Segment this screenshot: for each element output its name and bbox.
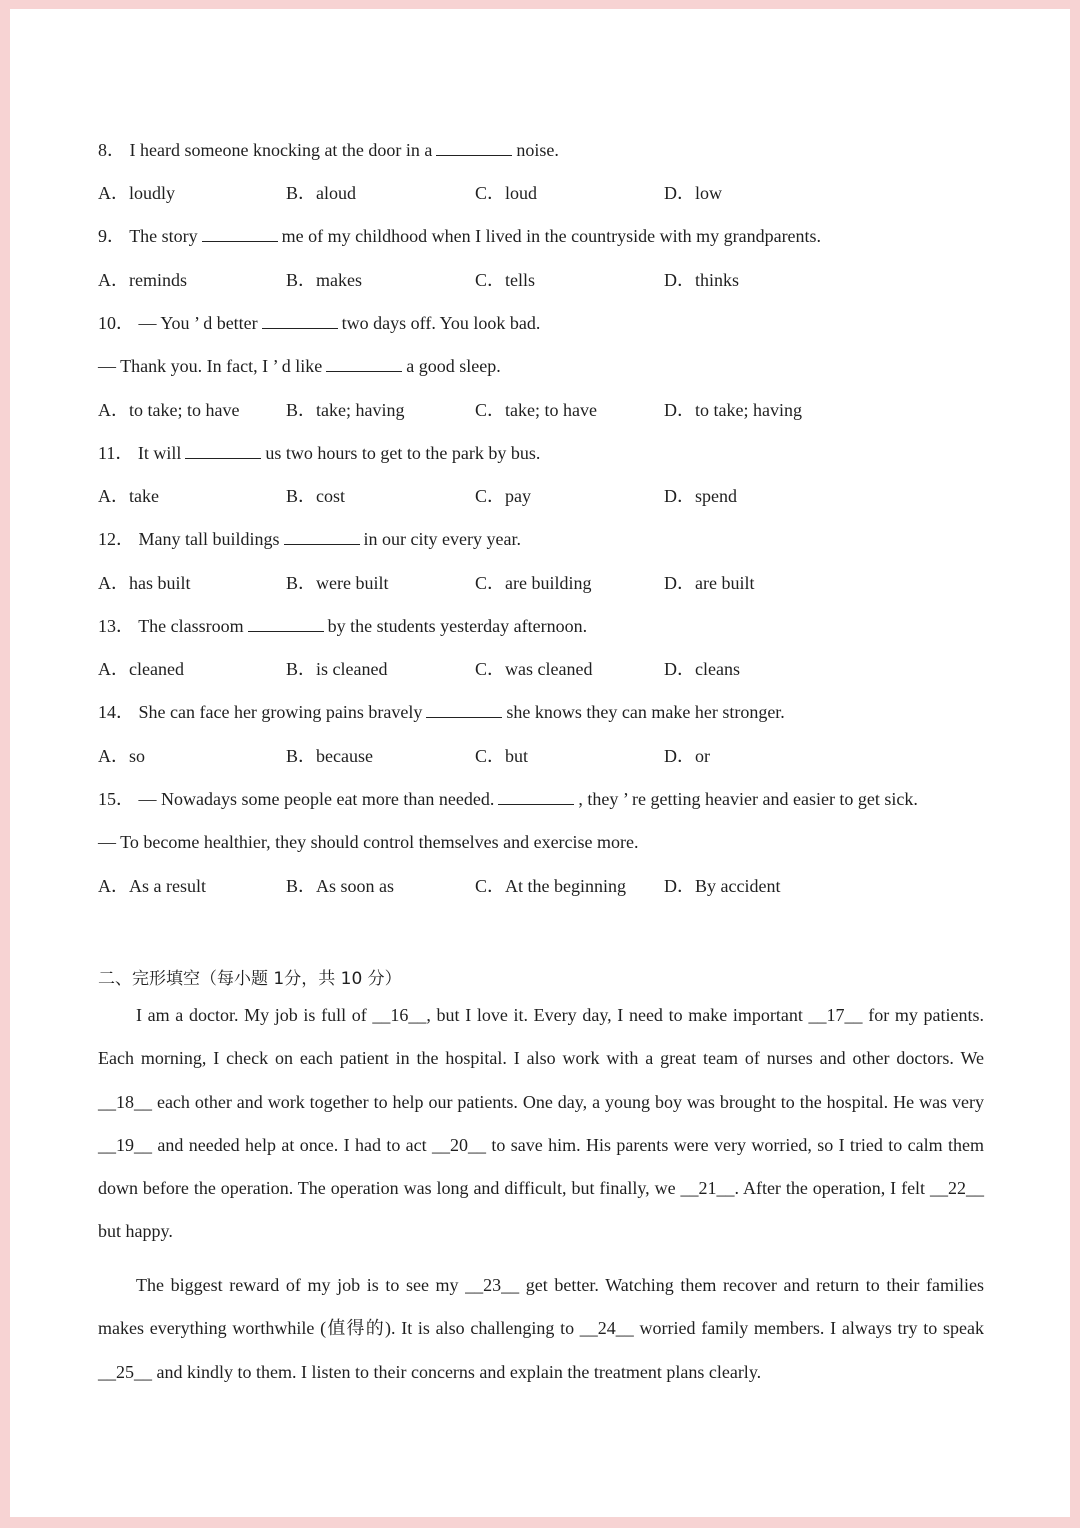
worksheet-page — [10, 9, 1070, 1517]
question-number: 14 — [98, 702, 116, 722]
question-text: by the students yesterday afternoon. — [327, 616, 588, 636]
question-number: 15 — [98, 789, 116, 809]
option-c[interactable]: C．take; to have — [475, 400, 597, 420]
question-text: — Thank you. In fact, I ’ d like — [98, 356, 323, 376]
question-text: two days off. You look bad. — [341, 313, 541, 333]
question-15: 15． — Nowadays some people eat more than needed. , they ’ re getting heavier and easier to get sick. — [98, 789, 918, 809]
question-12: 12． Many tall buildings in our city every year. — [98, 529, 521, 549]
section-title: 二、完形填空（每小题 1分，共 10 分） — [98, 969, 402, 989]
question-number: 10 — [98, 313, 116, 333]
option-d[interactable]: D．or — [664, 746, 710, 766]
question-text: The story — [129, 226, 198, 246]
answer-blank[interactable] — [202, 225, 278, 242]
option-a[interactable]: A．so — [98, 746, 146, 766]
option-a[interactable]: A．to take; to have — [98, 400, 240, 420]
question-number: 8 — [98, 140, 107, 160]
question-11: 11． It will us two hours to get to the park by bus. — [98, 443, 541, 463]
option-a[interactable]: A．reminds — [98, 270, 187, 290]
option-c[interactable]: C．At the beginning — [475, 876, 626, 896]
answer-blank[interactable] — [498, 788, 574, 805]
question-14: 14． She can face her growing pains bravely she knows they can make her stronger. — [98, 702, 785, 722]
question-9: 9． The story me of my childhood when I lived in the countryside with my grandparents. — [98, 226, 822, 246]
option-c[interactable]: C．pay — [475, 486, 531, 506]
question-text: in our city every year. — [363, 529, 521, 549]
option-b[interactable]: B．aloud — [286, 183, 356, 203]
question-text: The classroom — [138, 616, 244, 636]
question-text: noise. — [516, 140, 559, 160]
option-d[interactable]: D．By accident — [664, 876, 781, 896]
option-b[interactable]: B．cost — [286, 486, 346, 506]
option-c[interactable]: C．tells — [475, 270, 536, 290]
option-c[interactable]: C．but — [475, 746, 529, 766]
answer-blank[interactable] — [248, 615, 324, 632]
answer-blank[interactable] — [326, 355, 402, 372]
question-text: , they ’ re getting heavier and easier to get sick. — [578, 789, 918, 809]
question-8: 8． I heard someone knocking at the door in a noise. — [98, 140, 559, 160]
answer-blank[interactable] — [284, 528, 360, 545]
question-text: I heard someone knocking at the door in a — [129, 140, 433, 160]
question-10-reply — [98, 355, 501, 377]
question-13: 13． The classroom by the students yesterday afternoon. — [98, 616, 588, 636]
question-text: It will — [137, 443, 182, 463]
option-b[interactable]: B．take; having — [286, 400, 405, 420]
option-a[interactable]: A．cleaned — [98, 659, 184, 679]
option-d[interactable]: D．spend — [664, 486, 737, 506]
answer-blank[interactable] — [185, 442, 261, 459]
question-text: she knows they can make her stronger. — [506, 702, 785, 722]
question-text: She can face her growing pains bravely — [138, 702, 423, 722]
option-a[interactable]: A．As a result — [98, 876, 206, 896]
option-a[interactable]: A．take — [98, 486, 159, 506]
option-b[interactable]: B．is cleaned — [286, 659, 388, 679]
option-a[interactable]: A．has built — [98, 573, 191, 593]
option-b[interactable]: B．because — [286, 746, 373, 766]
question-text: us two hours to get to the park by bus. — [265, 443, 541, 463]
option-c[interactable]: C．was cleaned — [475, 659, 593, 679]
option-b[interactable]: B．As soon as — [286, 876, 395, 896]
cloze-paragraph-2: The biggest reward of my job is to see my __23__ get better. Watching them recover and return to their families makes everything worthwhile (值得的). It is also challenging to __24__ worried family members. I always try to speak __25__ and kindly to them. I listen to their concerns and explain the treatment plans clearly. — [98, 1275, 984, 1382]
option-d[interactable]: D．thinks — [664, 270, 740, 290]
option-d[interactable]: D．are built — [664, 573, 755, 593]
option-b[interactable]: B．were built — [286, 573, 389, 593]
question-10: 10． — You ’ d better two days off. You look bad. — [98, 313, 541, 333]
cloze-paragraph-1: I am a doctor. My job is full of __16__, but I love it. Every day, I need to make important __17__ for my patients. Each morning, I check on each patient in the hospital. I also work with a great team of nurses and other doctors. We __18__ each other and work together to help our patients. One day, a young boy was brought to the hospital. He was very __19__ and needed help at once. I had to act __20__ to save him. His parents were very worried, so I tried to calm them down before the operation. The operation was long and difficult, but finally, we __21__. After the operation, I felt __22__ but happy. — [98, 1005, 984, 1242]
question-number: 11 — [98, 443, 116, 463]
question-text: me of my childhood when I lived in the countryside with my grandparents. — [281, 226, 822, 246]
option-c[interactable]: C．loud — [475, 183, 538, 203]
option-d[interactable]: D．low — [664, 183, 722, 203]
option-a[interactable]: A．loudly — [98, 183, 176, 203]
question-number: 12 — [98, 529, 116, 549]
option-d[interactable]: D．cleans — [664, 659, 740, 679]
answer-blank[interactable] — [262, 312, 338, 329]
option-c[interactable]: C．are building — [475, 573, 592, 593]
question-text: a good sleep. — [406, 356, 501, 376]
question-number: 9 — [98, 226, 107, 246]
question-15-reply: — To become healthier, they should control themselves and exercise more. — [98, 832, 639, 852]
option-b[interactable]: B．makes — [286, 270, 362, 290]
answer-blank[interactable] — [426, 701, 502, 718]
question-text: — You ’ d better — [138, 313, 258, 333]
question-number: 13 — [98, 616, 116, 636]
question-text: — Nowadays some people eat more than needed. — [138, 789, 495, 809]
option-d[interactable]: D．to take; having — [664, 400, 802, 420]
question-text: Many tall buildings — [138, 529, 280, 549]
answer-blank[interactable] — [436, 139, 512, 156]
